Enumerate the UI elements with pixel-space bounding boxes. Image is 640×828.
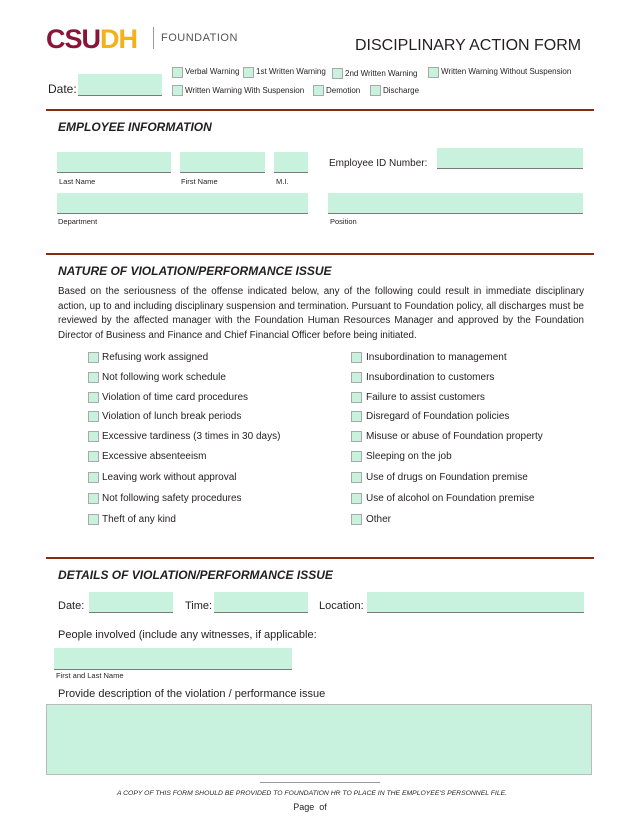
violation-label: Misuse or abuse of Foundation property — [366, 431, 543, 442]
position-label: Position — [330, 217, 357, 226]
logo-text-main: CSU — [46, 24, 101, 54]
page-number: Page of — [293, 802, 327, 812]
mi-label: M.I. — [276, 177, 289, 186]
department-field[interactable] — [57, 193, 308, 214]
violation-checkbox[interactable] — [88, 493, 99, 504]
violation-paragraph: Based on the seriousness of the offense indicated below, any of the following could result in immediate disciplinary action, up to and including disciplinary suspension and termination. Pursuant to Foundation policy, all discharges must be reviewed by the affected manager with the Foundation Human Resources Manager and approved by the Foundation Director of Business and Finance and Chief Financial Officer before being initiated. — [58, 286, 584, 341]
warning-label: Demotion — [326, 86, 361, 95]
description-field[interactable] — [46, 704, 592, 775]
first-name-label: First Name — [181, 177, 218, 186]
violation-checkbox[interactable] — [351, 411, 362, 422]
employee-info-heading: EMPLOYEE INFORMATION — [58, 120, 212, 134]
violation-checkbox[interactable] — [88, 352, 99, 363]
details-location-label: Location: — [319, 600, 364, 612]
violation-label: Use of drugs on Foundation premise — [366, 472, 528, 483]
checkbox-verbal-warning[interactable] — [172, 67, 183, 78]
violation-label: Refusing work assigned — [102, 352, 209, 363]
checkbox-without-suspension[interactable] — [428, 67, 439, 78]
warning-label: Discharge — [383, 86, 420, 95]
checkbox-1st-written[interactable] — [243, 67, 254, 78]
first-last-name-label: First and Last Name — [56, 671, 124, 680]
violation-label: Violation of time card procedures — [102, 392, 249, 403]
violation-checkbox[interactable] — [351, 472, 362, 483]
logo-sub: FOUNDATION — [161, 32, 238, 44]
last-name-label: Last Name — [59, 177, 96, 186]
violation-label: Disregard of Foundation policies — [366, 411, 510, 422]
violation-checkbox[interactable] — [351, 392, 362, 403]
violation-heading: NATURE OF VIOLATION/PERFORMANCE ISSUE — [58, 264, 332, 278]
violation-checkbox[interactable] — [88, 451, 99, 462]
violation-checkbox[interactable] — [351, 451, 362, 462]
violation-checkbox[interactable] — [88, 372, 99, 383]
warning-label: Written Warning Without Suspension — [441, 67, 572, 76]
violation-label: Theft of any kind — [102, 514, 176, 525]
checkbox-demotion[interactable] — [313, 85, 324, 96]
violation-label: Failure to assist customers — [366, 392, 485, 403]
violation-checkbox[interactable] — [88, 411, 99, 422]
violation-checkbox[interactable] — [88, 514, 99, 525]
description-label: Provide description of the violation / performance issue — [58, 688, 326, 700]
employee-id-field[interactable] — [437, 148, 583, 169]
logo-text-accent: DH — [100, 24, 138, 54]
footer-rule — [260, 782, 380, 783]
section-rule — [46, 253, 594, 255]
last-name-field[interactable] — [57, 152, 171, 173]
mi-field[interactable] — [274, 152, 308, 173]
position-field[interactable] — [328, 193, 583, 214]
warning-label: Written Warning With Suspension — [185, 86, 305, 95]
violation-label: Other — [366, 514, 392, 525]
logo-text — [46, 24, 137, 54]
warning-label: Verbal Warning — [185, 67, 240, 76]
violation-checkbox[interactable] — [88, 431, 99, 442]
people-involved-field[interactable] — [54, 648, 292, 670]
details-date-field[interactable] — [89, 592, 173, 613]
violation-checkbox[interactable] — [88, 392, 99, 403]
employee-id-label: Employee ID Number: — [329, 158, 428, 169]
violation-label: Not following safety procedures — [102, 493, 242, 504]
violation-checkbox[interactable] — [351, 372, 362, 383]
violation-label: Use of alcohol on Foundation premise — [366, 493, 535, 504]
violation-label: Excessive tardiness (3 times in 30 days) — [102, 431, 281, 442]
details-date-label: Date: — [58, 600, 85, 612]
details-time-label: Time: — [185, 600, 213, 612]
date-field[interactable] — [78, 74, 162, 96]
first-name-field[interactable] — [180, 152, 265, 173]
violation-label: Insubordination to management — [366, 352, 507, 363]
people-involved-label: People involved (include any witnesses, if applicable: — [58, 629, 317, 641]
section-rule — [46, 109, 594, 111]
details-time-field[interactable] — [214, 592, 308, 613]
violation-label: Violation of lunch break periods — [102, 411, 242, 422]
violation-checkbox[interactable] — [351, 493, 362, 504]
checkbox-2nd-written[interactable] — [332, 68, 343, 79]
warning-label: 2nd Written Warning — [345, 69, 418, 78]
footer-note: A COPY OF THIS FORM SHOULD BE PROVIDED TO FOUNDATION HR TO PLACE IN THE EMPLOYEE'S PERSONNEL FILE. — [116, 790, 508, 797]
csudh-logo — [46, 25, 137, 53]
form-title: DISCIPLINARY ACTION FORM — [355, 37, 582, 54]
violation-label: Insubordination to customers — [366, 372, 495, 383]
violation-label: Sleeping on the job — [366, 451, 452, 462]
checkbox-discharge[interactable] — [370, 85, 381, 96]
department-label: Department — [58, 217, 98, 226]
warning-label: 1st Written Warning — [256, 67, 326, 76]
violation-label: Leaving work without approval — [102, 472, 237, 483]
violation-checkbox[interactable] — [351, 514, 362, 525]
violation-checkbox[interactable] — [351, 352, 362, 363]
violation-checkbox[interactable] — [88, 472, 99, 483]
details-heading: DETAILS OF VIOLATION/PERFORMANCE ISSUE — [58, 568, 333, 582]
violation-checkbox[interactable] — [351, 431, 362, 442]
section-rule — [46, 557, 594, 559]
logo-divider — [153, 27, 154, 49]
date-label: Date: — [48, 82, 77, 96]
checkbox-with-suspension[interactable] — [172, 85, 183, 96]
details-location-field[interactable] — [367, 592, 584, 613]
violation-label: Excessive absenteeism — [102, 451, 207, 462]
violation-label: Not following work schedule — [102, 372, 226, 383]
